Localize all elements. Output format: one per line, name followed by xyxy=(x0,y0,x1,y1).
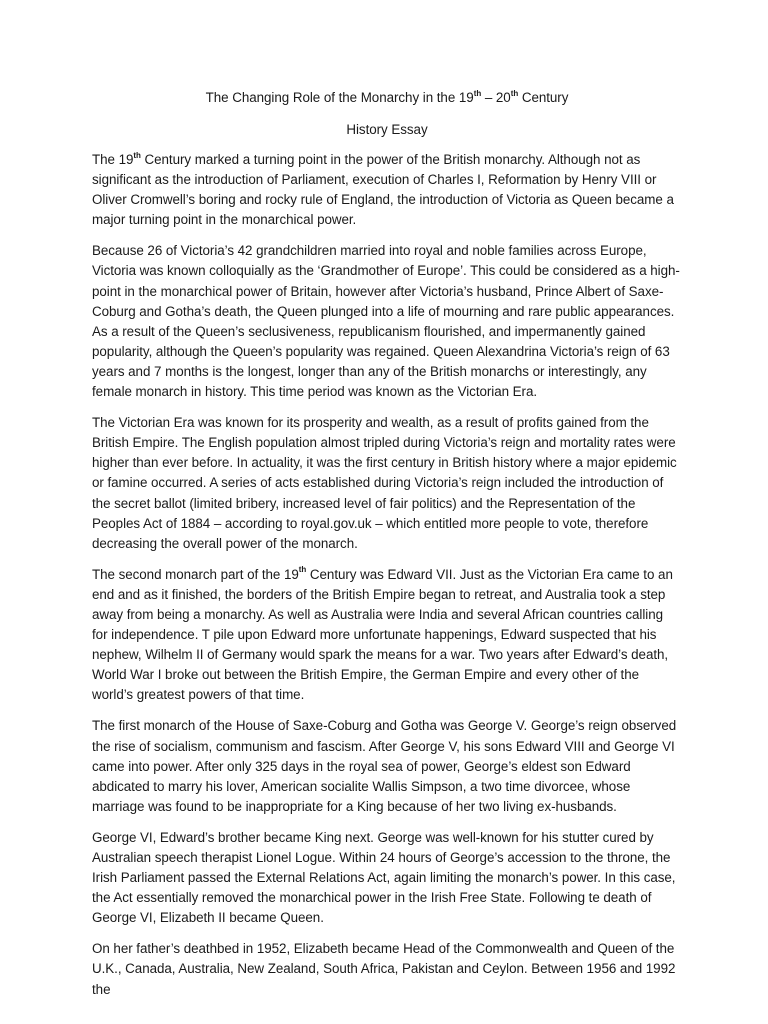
essay-title xyxy=(92,88,682,108)
paragraph-6: George VI, Edward’s brother became King next. George was well-known for his stutter cured by Australian speech therapist Lionel Logue. Within 24 hours of George’s accession to the throne, the Irish Parliament passed the External Relations Act, again limiting the monarch’s power. In this case, the Act essentially removed the monarchical power in the Irish Free State. Following te death of George VI, Elizabeth II became Queen. xyxy=(92,829,676,926)
paragraph-2: Because 26 of Victoria’s 42 grandchildren married into royal and noble families across Europe, Victoria was known colloquially as the ‘Grandmother of Europe’. This could be considered as a high-point in the monarchical power of Britain, however after Victoria’s husband, Prince Albert of Saxe-Coburg and Gotha’s death, the Queen plunged into a life of mourning and rare public appearances. As a result of the Queen’s seclusiveness, republicanism flourished, and impermanently gained popularity, although the Queen’s popularity was regained. Queen Alexandrina Victoria’s reign of 63 years and 7 months is the longest, longer than any of the British monarchs or interestingly, any female monarch in history. This time period was known as the Victorian Era. xyxy=(92,243,680,400)
title-superscript-1: th xyxy=(473,88,482,98)
document-page xyxy=(92,88,682,1011)
paragraph-4-text-b: Century was Edward VII. Just as the Victorian Era came to an end and as it finished, the borders of the British Empire began to retreat, and Australia took a step away from being a monarchy. As well as Australia were India and several African countries calling for independence. T pile upon Edward more unfortunate happenings, Edward suspected that his nephew, Wilhelm II of Germany would spark the means for a war. Two years after Edward’s death, World War I broke out between the British Empire, the German Empire and every other of the world’s greatest powers of that time. xyxy=(92,566,673,703)
paragraph-4-superscript: th xyxy=(298,565,307,575)
title-text-2: – 20 xyxy=(481,90,511,105)
title-superscript-2: th xyxy=(510,88,519,98)
paragraph-4-text-a: The second monarch part of the 19 xyxy=(92,566,299,582)
paragraph-1-text-b: Century marked a turning point in the power of the British monarchy. Although not as significant as the introduction of Parliament, execution of Charles I, Reformation by Henry VIII or Oliver Cromwell’s boring and rocky rule of England, the introduction of Victoria as Queen became a major turning point in the monarchical power. xyxy=(92,152,674,228)
paragraph-1-superscript: th xyxy=(133,150,141,160)
paragraph-7: On her father’s deathbed in 1952, Elizabeth became Head of the Commonwealth and Queen of the U.K., Canada, Australia, New Zealand, South Africa, Pakistan and Ceylon. Between 1956 and 1992 the xyxy=(92,941,676,997)
paragraph-3: The Victorian Era was known for its prosperity and wealth, as a result of profits gained from the British Empire. The English population almost tripled during Victoria’s reign and mortality rates were higher than ever before. In actuality, it was the first century in British history where a major epidemic or famine occurred. A series of acts established during Victoria’s reign included the introduction of the secret ballot (limited bribery, increased level of fair politics) and the Representation of the Peoples Act of 1884 – according to royal.gov.uk – which entitled more people to vote, therefore decreasing the overall power of the monarch. xyxy=(92,415,677,551)
title-text-3: Century xyxy=(518,90,569,105)
essay-subtitle: History Essay xyxy=(346,122,428,137)
paragraph-4 xyxy=(92,565,682,706)
paragraph-5: The first monarch of the House of Saxe-Coburg and Gotha was George V. George’s reign observed the rise of socialism, communism and fascism. After George V, his sons Edward VIII and George VI came into power. After only 325 days in the royal sea of power, George’s eldest son Edward abdicated to marry his lover, American socialite Wallis Simpson, a two time divorcee, whose marriage was found to be inappropriate for a King because of her two living ex-husbands. xyxy=(92,718,677,814)
paragraph-1 xyxy=(92,150,682,230)
paragraph-1-text-a: The 19 xyxy=(92,152,134,167)
title-text-1: The Changing Role of the Monarchy in the 19 xyxy=(205,90,474,105)
